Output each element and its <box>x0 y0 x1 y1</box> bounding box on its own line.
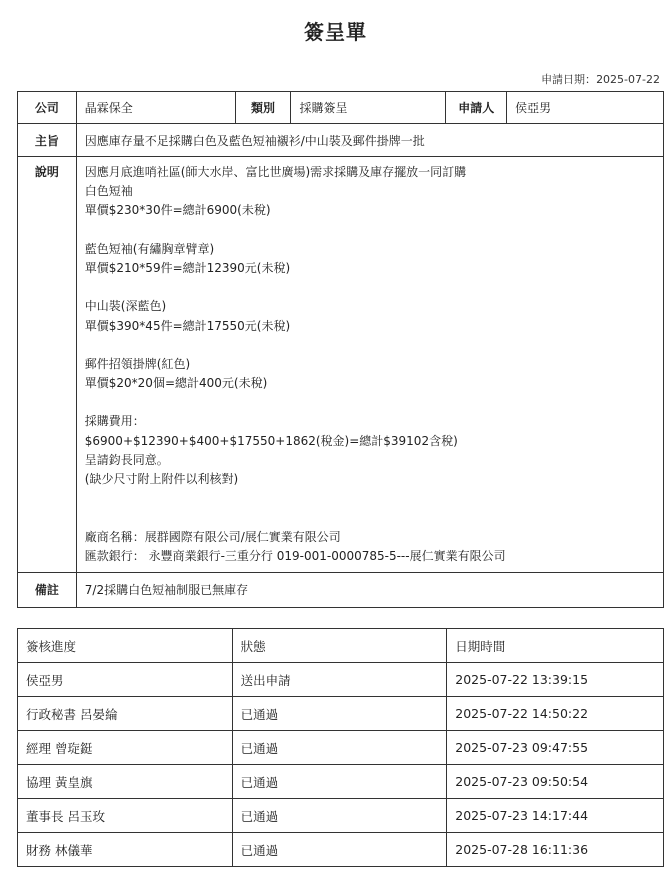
applicant-value: 侯亞男 <box>507 92 664 124</box>
status-cell: 已通過 <box>232 697 447 731</box>
description-line: 廠商名稱：展群國際有限公司/展仁實業有限公司 <box>84 529 341 544</box>
subject-label: 主旨 <box>18 124 77 157</box>
description-line: 單價$230*30件=總計6900(未稅) <box>84 203 271 218</box>
description-line: 因應月底進哨社區(師大水岸、富比世廣場)需求採購及庫存擺放一同訂購 <box>84 165 467 179</box>
description-line <box>85 489 663 508</box>
datetime-cell: 2025-07-23 09:47:55 <box>447 731 664 765</box>
apply-date <box>541 71 660 87</box>
company-value: 晶霖保全 <box>76 92 235 124</box>
description-line: 單價$390*45件=總計17550元(未稅) <box>84 318 291 333</box>
progress-header-datetime: 日期時間 <box>447 629 664 663</box>
datetime-cell: 2025-07-23 09:50:54 <box>447 765 664 799</box>
status-cell: 已通過 <box>232 731 447 765</box>
datetime-cell: 2025-07-22 14:50:22 <box>447 697 664 731</box>
description-line: (缺少尺寸附上附件以利核對) <box>84 472 239 486</box>
form-table <box>17 91 664 608</box>
datetime-cell: 2025-07-23 14:17:44 <box>447 799 664 833</box>
progress-header-status: 狀態 <box>232 629 447 663</box>
datetime-cell: 2025-07-28 16:11:36 <box>447 833 664 867</box>
description-line <box>85 393 663 412</box>
applicant-label: 申請人 <box>446 92 507 124</box>
description-label: 說明 <box>34 165 59 179</box>
table-row <box>18 697 664 731</box>
table-row <box>18 799 664 833</box>
form-row-remark <box>18 572 664 607</box>
form-row-company <box>18 92 664 124</box>
approver-cell: 行政秘書 呂晏綸 <box>18 697 233 731</box>
description-value <box>77 157 663 572</box>
progress-header-approver: 簽核進度 <box>18 629 233 663</box>
apply-date-label: 申請日期： <box>541 73 597 86</box>
description-value-cell <box>76 157 663 573</box>
approver-cell: 侯亞男 <box>18 663 233 697</box>
description-line <box>85 336 663 355</box>
description-line: $6900+$12390+$400+$17550+1862(稅金)=總計$39102含稅) <box>84 433 458 448</box>
description-line: 中山裝(深藍色) <box>84 299 167 314</box>
description-line: 匯款銀行： 永豐商業銀行-三重分行 019-001-0000785-5---展仁實業有限公司 <box>84 548 506 563</box>
status-cell: 已通過 <box>232 799 447 833</box>
description-line <box>85 221 663 240</box>
description-line: 白色短袖 <box>84 184 133 199</box>
remark-value: 7/2採購白色短袖制服已無庫存 <box>76 572 663 607</box>
approver-cell: 董事長 呂玉玫 <box>18 799 233 833</box>
approver-cell: 經理 曾琁鋌 <box>18 731 233 765</box>
datetime-cell: 2025-07-22 13:39:15 <box>447 663 664 697</box>
remark-label: 備註 <box>18 572 77 607</box>
approver-cell: 財務 林儀華 <box>18 833 233 867</box>
subject-value: 因應庫存量不足採購白色及藍色短袖襯衫/中山裝及郵件掛牌一批 <box>76 124 663 157</box>
description-line: 採購費用： <box>84 414 145 429</box>
status-cell: 已通過 <box>232 833 447 867</box>
page-title: 簽呈單 <box>304 20 367 44</box>
description-line: 單價$210*59件=總計12390元(未稅) <box>84 260 291 275</box>
form-row-description <box>18 157 664 573</box>
table-row <box>18 765 664 799</box>
category-value: 採購簽呈 <box>291 92 446 124</box>
approver-cell: 協理 黃皇旗 <box>18 765 233 799</box>
description-line: 呈請鈞長同意。 <box>84 452 169 467</box>
description-line <box>85 278 663 297</box>
form-row-subject <box>18 124 664 157</box>
apply-date-value: 2025-07-22 <box>596 73 660 86</box>
progress-header-row <box>18 629 664 663</box>
table-row <box>18 833 664 867</box>
description-line: 單價$20*20個=總計400元(未稅) <box>84 376 268 391</box>
description-label-cell <box>18 157 77 573</box>
progress-table <box>17 628 664 867</box>
table-row <box>18 731 664 765</box>
description-line <box>85 508 663 527</box>
status-cell: 已通過 <box>232 765 447 799</box>
status-cell: 送出申請 <box>232 663 447 697</box>
description-line: 郵件招領掛牌(紅色) <box>84 356 191 371</box>
category-label: 類別 <box>235 92 291 124</box>
company-label: 公司 <box>18 92 77 124</box>
table-row <box>18 663 664 697</box>
description-line: 藍色短袖(有繡胸章臂章) <box>84 241 215 256</box>
